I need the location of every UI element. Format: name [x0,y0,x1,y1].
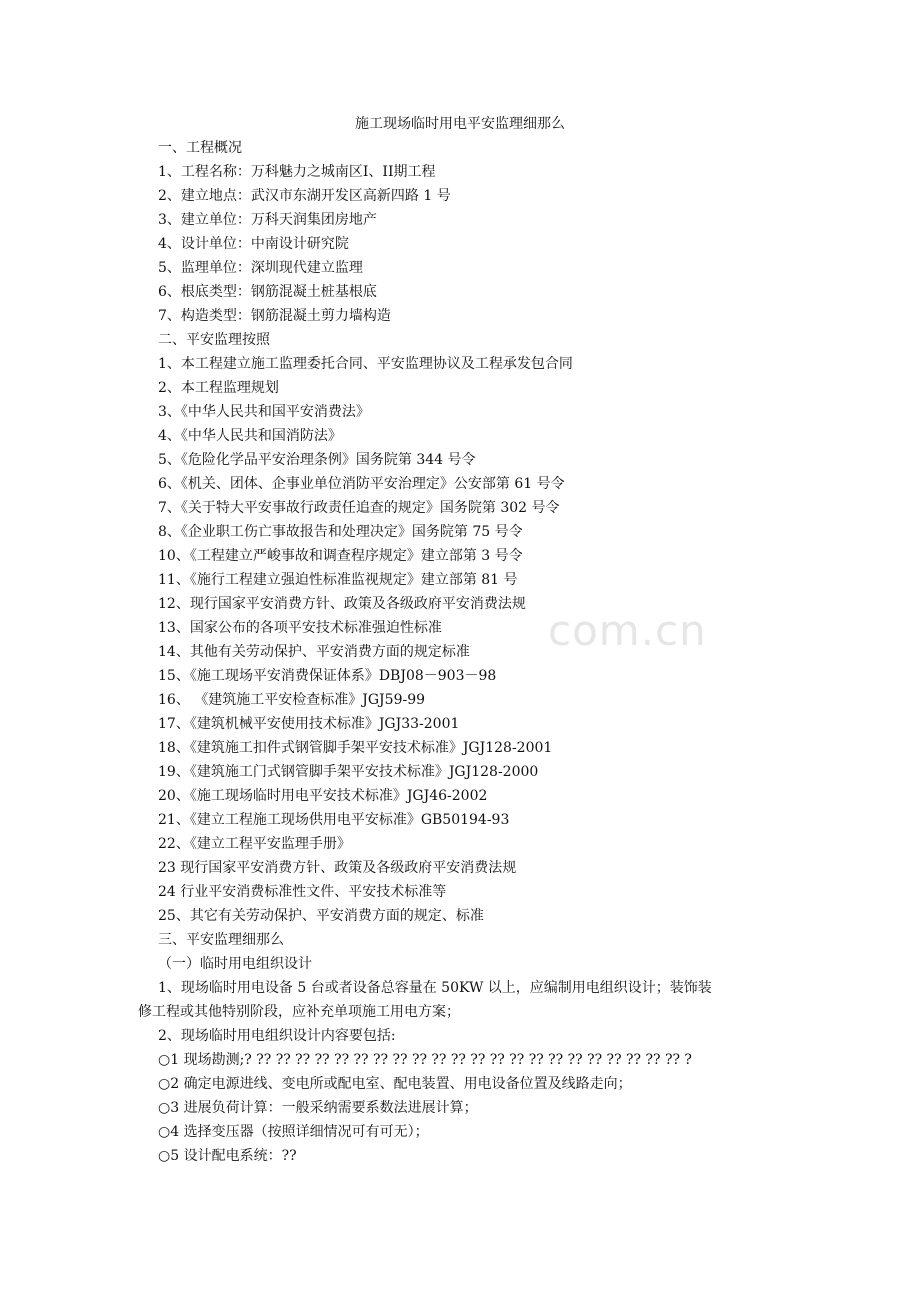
list-item: 14、其他有关劳动保护、平安消费方面的规定标准 [158,644,470,660]
list-item: 22、《建立工程平安监理手册》 [158,836,351,852]
list-item: 20、《施工现场临时用电平安技术标准》JGJ46-2002 [158,788,488,804]
paragraph-line: 修工程或其他特别阶段，应补充单项施工用电方案； [138,1004,460,1020]
list-item: 1、本工程建立施工监理委托合同、平安监理协议及工程承发包合同 [158,356,573,372]
list-item: 7、《关于特大平安事故行政责任追查的规定》国务院第 302 号令 [158,500,560,516]
list-item: 19、《建筑施工门式钢管脚手架平安技术标准》JGJ128-2000 [158,764,539,780]
paragraph-line: 2、现场临时用电组织设计内容要包括: [158,1028,396,1044]
list-item: 5、监理单位：深圳现代建立监理 [158,260,363,276]
section-heading: 一、工程概况 [158,140,242,156]
document-title: 施工现场临时用电平安监理细那么 [355,116,565,132]
bullet-item: ○5 设计配电系统：?? [158,1148,297,1164]
paragraph-line: 1、现场临时用电设备 5 台或者设备总容量在 50KW 以上，应编制用电组织设计；装饰装 [158,980,712,996]
list-item: 3、建立单位：万科天润集团房地产 [158,212,377,228]
list-item: 21、《建立工程施工现场供用电平安标准》GB50194-93 [158,812,510,828]
subsection-heading: （一）临时用电组织设计 [158,956,312,972]
list-item: 16、 《建筑施工平安检查标准》JGJ59-99 [158,692,426,708]
list-item: 23 现行国家平安消费方针、政策及各级政府平安消费法规 [158,860,517,876]
section-heading: 二、平安监理按照 [158,332,270,348]
list-item: 24 行业平安消费标准性文件、平安技术标准等 [158,884,447,900]
list-item: 25、其它有关劳动保护、平安消费方面的规定、标准 [158,908,484,924]
bullet-item: ○3 进展负荷计算：一般采纳需要系数法进展计算； [158,1100,478,1116]
list-item: 2、本工程监理规划 [158,380,279,396]
list-item: 6、根底类型：钢筋混凝土桩基根底 [158,284,377,300]
section-heading: 三、平安监理细那么 [158,932,284,948]
list-item: 10、《工程建立严峻事故和调查程序规定》建立部第 3 号令 [158,548,523,564]
bullet-item: ○4 选择变压器（按照详细情况可有可无）； [158,1124,429,1140]
list-item: 12、现行国家平安消费方针、政策及各级政府平安消费法规 [158,596,526,612]
list-item: 6、《机关、团体、企事业单位消防平安治理定》公安部第 61 号令 [158,476,565,492]
list-item: 5、《危险化学品平安治理条例》国务院第 344 号令 [158,452,476,468]
watermark: com.cn [548,606,707,655]
list-item: 7、构造类型：钢筋混凝土剪力墙构造 [158,308,391,324]
list-item: 2、建立地点：武汉市东湖开发区高新四路 1 号 [158,188,451,204]
list-item: 1、工程名称：万科魅力之城南区I、II期工程 [158,164,436,180]
list-item: 8、《企业职工伤亡事故报告和处理决定》国务院第 75 号令 [158,524,523,540]
list-item: 11、《施行工程建立强迫性标准监视规定》建立部第 81 号 [158,572,518,588]
list-item: 4、设计单位：中南设计研究院 [158,236,349,252]
list-item: 4、《中华人民共和国消防法》 [158,428,342,444]
list-item: 13、国家公布的各项平安技术标准强迫性标准 [158,620,442,636]
list-item: 3、《中华人民共和国平安消费法》 [158,404,370,420]
list-item: 17、《建筑机械平安使用技术标准》JGJ33-2001 [158,716,460,732]
bullet-item: ○1 现场勘测;? ?? ?? ?? ?? ?? ?? ?? ?? ?? ?? ?? ?? ?? ?? ?? ?? ?? ?? ?? ?? ?? ?? ? [158,1052,692,1068]
list-item: 15、《施工现场平安消费保证体系》DBJ08－903－98 [158,668,497,684]
list-item: 18、《建筑施工扣件式钢管脚手架平安技术标准》JGJ128-2001 [158,740,553,756]
bullet-item: ○2 确定电源进线、变电所或配电室、配电装置、用电设备位置及线路走向； [158,1076,632,1092]
